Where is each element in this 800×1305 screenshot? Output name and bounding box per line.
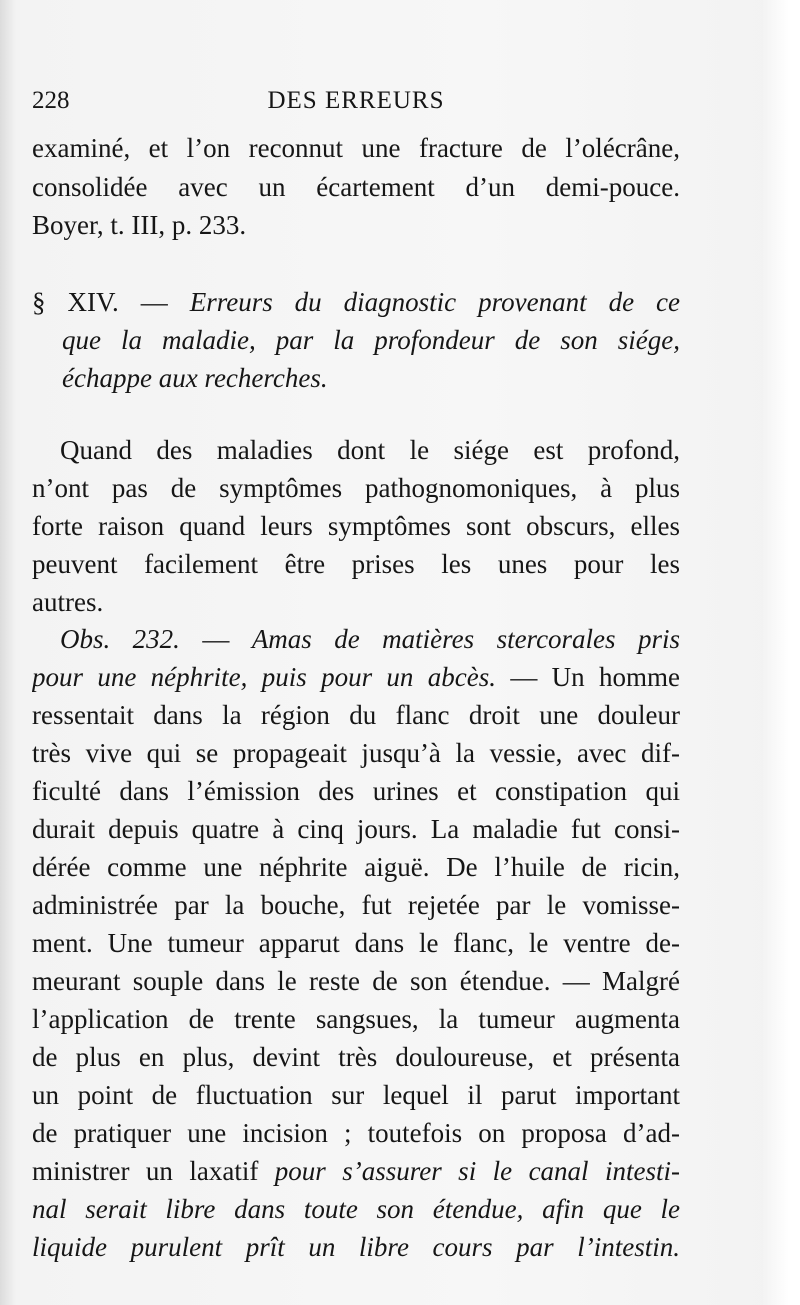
observation-line: ressentait dans la région du flanc droit une douleur (32, 700, 680, 730)
paragraph-line: peuvent facilement être prises les unes pour les (32, 549, 680, 579)
observation-line: ment. Une tumeur apparut dans le flanc, le ventre de- (32, 928, 680, 958)
observation-line: un point de fluctuation sur lequel il parut important (32, 1080, 680, 1110)
observation-line: de plus en plus, devint très douloureuse, et présenta (32, 1042, 680, 1072)
text-line: examiné, et l’on reconnut une fracture de l’olécrâne, (32, 133, 680, 163)
section-dash: — (140, 287, 168, 317)
observation-title: Amas de matières stercorales pris (251, 624, 680, 654)
text-line: Boyer, t. III, p. 233. (32, 210, 247, 240)
observation-italic-text: pour s’assurer si le canal intesti- (274, 1156, 680, 1186)
observation-text: ministrer un laxatif (32, 1156, 275, 1186)
section-marker: § XIV. (32, 287, 119, 317)
paragraph-line: n’ont pas de symptômes pathognomoniques, à plus (32, 473, 680, 503)
observation-italic-line: liquide purulent prît un libre cours par l’intestin. (32, 1232, 680, 1262)
observation-line: très vive qui se propageait jusqu’à la vessie, avec dif- (32, 738, 680, 768)
paragraph-line: forte raison quand leurs symptômes sont obscurs, elles (32, 511, 680, 541)
observation-label: Obs. 232. (60, 624, 180, 654)
observation-heading (32, 622, 680, 656)
running-head: DES ERREURS (267, 87, 445, 114)
observation-line (32, 1154, 680, 1188)
section-title-line: que la maladie, par la profondeur de son siége, (62, 325, 680, 355)
paragraph-line: Quand des maladies dont le siége est profond, (60, 435, 680, 465)
observation-title-line (32, 660, 680, 694)
text-line: consolidée avec un écartement d’un demi-pouce. (32, 172, 680, 202)
page-number: 228 (32, 87, 70, 114)
section-heading (32, 285, 680, 319)
observation-dash: — (202, 624, 230, 654)
observation-italic-line: nal serait libre dans toute son étendue, afin que le (32, 1194, 680, 1224)
page-edge (762, 0, 800, 1305)
paragraph-line: autres. (32, 587, 104, 617)
section-title: Erreurs du diagnostic provenant de ce (189, 287, 680, 317)
observation-line: dérée comme une néphrite aiguë. De l’huile de ricin, (32, 852, 680, 882)
observation-title-cont: pour une néphrite, puis pour un abcès. (32, 662, 496, 692)
observation-line: durait depuis quatre à cinq jours. La maladie fut consi- (32, 814, 680, 844)
observation-line: meurant souple dans le reste de son étendue. — Malgré (32, 966, 680, 996)
observation-dash-2: — (510, 662, 538, 692)
observation-line: l’application de trente sangsues, la tumeur augmenta (32, 1004, 680, 1034)
page-header (32, 84, 680, 118)
observation-line: ficulté dans l’émission des urines et constipation qui (32, 776, 680, 806)
section-title-line: échappe aux recherches. (62, 363, 328, 393)
observation-text-start: Un homme (551, 662, 680, 692)
observation-line: de pratiquer une incision ; toutefois on proposa d’ad- (32, 1118, 680, 1148)
observation-line: administrée par la bouche, fut rejetée par le vomisse- (32, 890, 680, 920)
